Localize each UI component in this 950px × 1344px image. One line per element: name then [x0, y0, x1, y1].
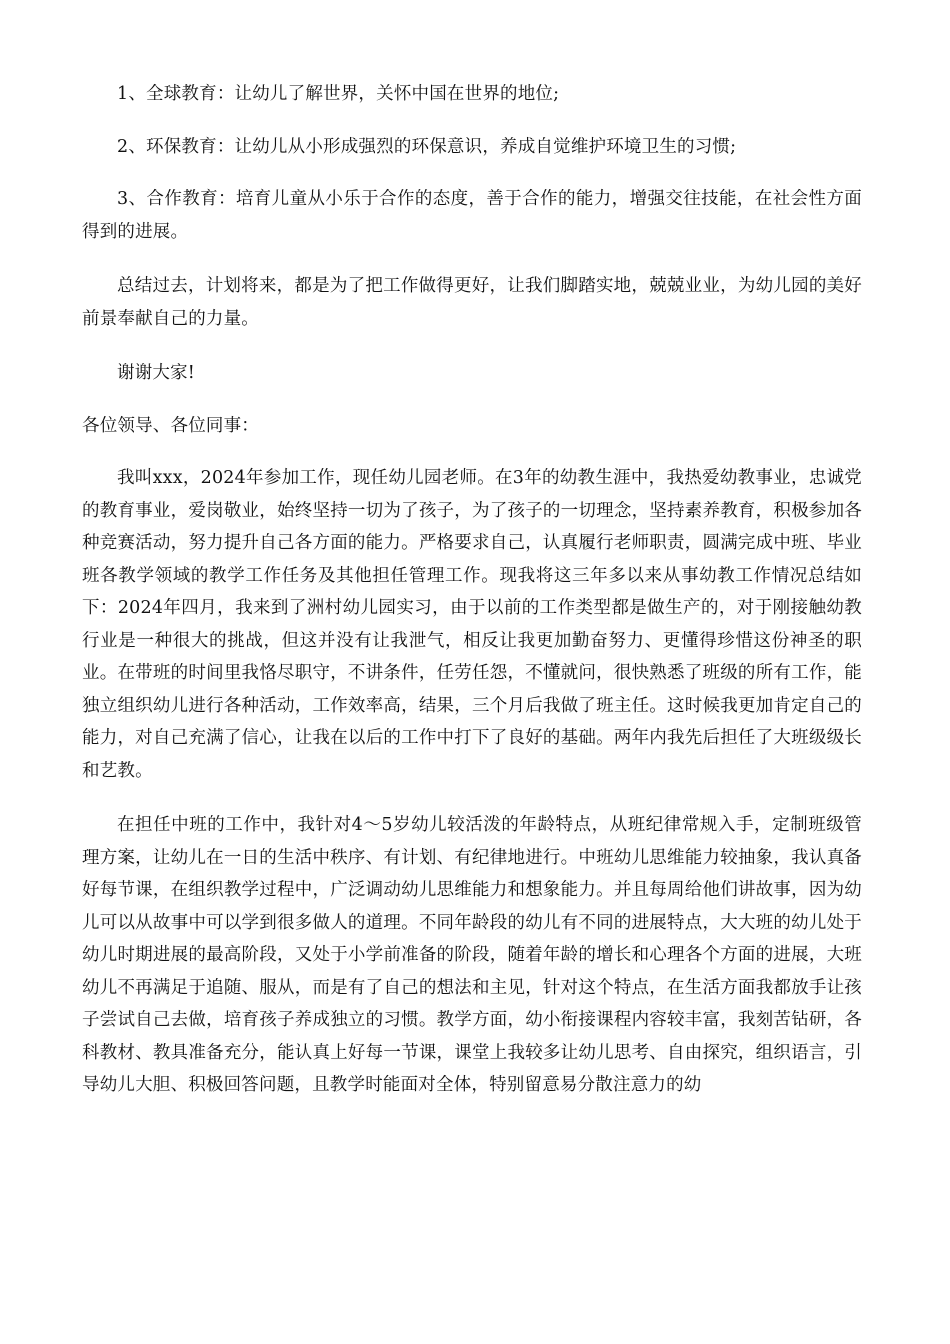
list-item-environmental-education: 2、环保教育：让幼儿从小形成强烈的环保意识，养成自觉维护环境卫生的习惯; [117, 136, 737, 157]
list-item-global-education: 1、全球教育：让幼儿了解世界，关怀中国在世界的地位; [117, 84, 560, 104]
thanks-line: 谢谢大家! [117, 363, 196, 383]
closing-summary-paragraph: 总结过去，计划将来，都是为了把工作做得更好，让我们脚踏实地，兢兢业业，为幼儿园的美好前景奉献自己的力量。 [82, 276, 862, 329]
middle-class-work-paragraph: 在担任中班的工作中，我针对4～5岁幼儿较活泼的年龄特点，从班纪律常规入手，定制班级管理方案，让幼儿在一日的生活中秩序、有计划、有纪律地进行。中班幼儿思维能力较抽象，我认真备好每节课，在组织教学过程中，广泛调动幼儿思维能力和想象能力。并且每周给他们讲故事，因为幼儿可以从故事中可以学到很多做人的道理。不同年龄段的幼儿有不同的进展特点，大大班的幼儿处于幼儿时期进展的最高阶段，又处于小学前准备的阶段，随着年龄的增长和心理各个方面的进展，大班幼儿不再满足于追随、服从，而是有了自己的想法和主见，针对这个特点，在生活方面我都放手让孩子尝试自己去做，培育孩子养成独立的习惯。教学方面，幼小衔接课程内容较丰富，我刻苦钻研，各科教材、教具准备充分，能认真上好每一节课，课堂上我较多让幼儿思考、自由探究，组织语言，引导幼儿大胆、积极回答问题，且教学时能面对全体，特别留意易分散注意力的幼 [82, 815, 862, 1095]
list-item-cooperation-education: 3、合作教育：培育儿童从小乐于合作的态度，善于合作的能力，增强交往技能，在社会性方面得到的进展。 [82, 189, 862, 242]
salutation-line: 各位领导、各位同事： [82, 415, 259, 436]
self-introduction-paragraph: 我叫xxx，2024年参加工作，现任幼儿园老师。在3年的幼教生涯中，我热爱幼教事业，忠诚党的教育事业，爱岗敬业，始终坚持一切为了孩子，为了孩子的一切理念，坚持素养教育，积极参加各种竞赛活动，努力提升自己各方面的能力。严格要求自己，认真履行老师职责，圆满完成中班、毕业班各教学领域的教学工作任务及其他担任管理工作。现我将这三年多以来从事幼教工作情况总结如下：2024年四月，我来到了洲村幼儿园实习，由于以前的工作类型都是做生产的，对于刚接触幼教行业是一种很大的挑战，但这并没有让我泄气，相反让我更加勤奋努力、更懂得珍惜这份神圣的职业。在带班的时间里我恪尽职守，不讲条件，任劳任怨，不懂就问，很快熟悉了班级的所有工作，能独立组织幼儿进行各种活动，工作效率高，结果，三个月后我做了班主任。这时候我更加肯定自己的能力，对自己充满了信心，让我在以后的工作中打下了良好的基础。两年内我先后担任了大班级级长和艺教。 [82, 468, 862, 781]
document-page [82, 78, 862, 1102]
